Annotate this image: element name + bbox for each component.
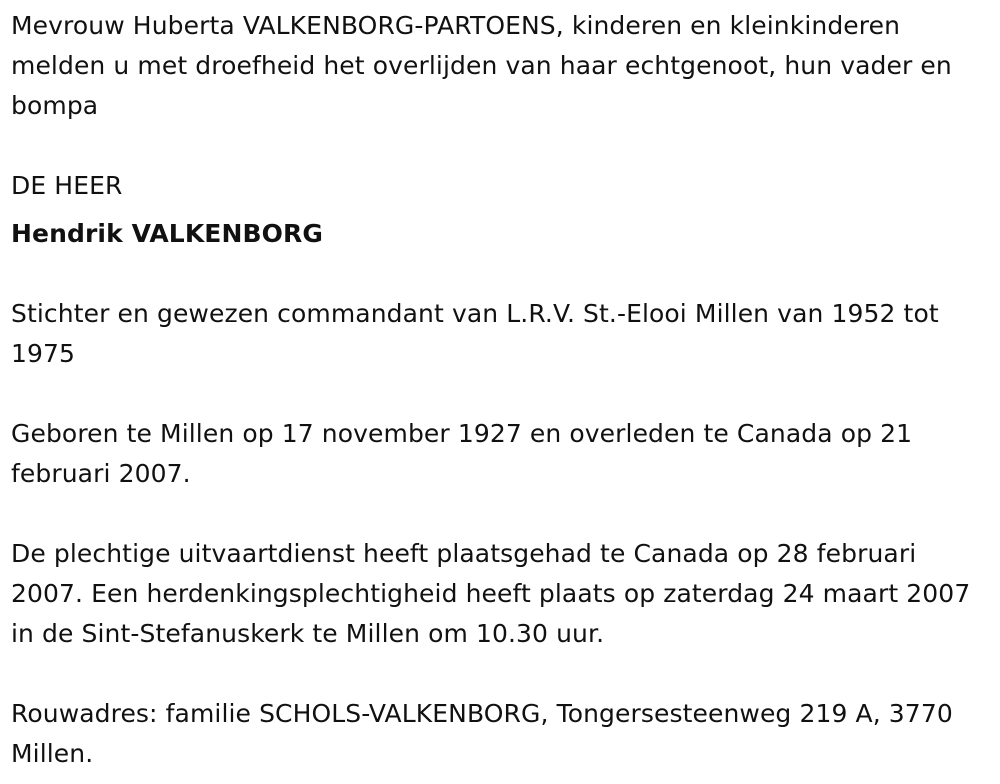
spacer [11, 494, 993, 534]
honorific: DE HEER [11, 171, 123, 200]
spacer [11, 654, 993, 694]
ceremony-paragraph: De plechtige uitvaartdienst heeft plaatsgehad te Canada op 28 februari 2007. Een herdenkingsplechtigheid heeft plaats op zaterdag 24 maart 2007 in de Sint-Stefanuskerk te Millen om 10.30 uur. [11, 539, 971, 648]
deceased-name: Hendrik VALKENBORG [11, 219, 323, 248]
address-paragraph: Rouwadres: familie SCHOLS-VALKENBORG, Tongersesteenweg 219 A, 3770 Millen. [11, 699, 953, 768]
birth-death-paragraph: Geboren te Millen op 17 november 1927 en overleden te Canada op 21 februari 2007. [11, 419, 913, 488]
obituary-notice [11, 6, 993, 774]
role-paragraph: Stichter en gewezen commandant van L.R.V. St.-Elooi Millen van 1952 tot 1975 [11, 299, 939, 368]
spacer [11, 374, 993, 414]
intro-paragraph: Mevrouw Huberta VALKENBORG-PARTOENS, kinderen en kleinkinderen melden u met droefheid het overlijden van haar echtgenoot, hun vader en bompa [11, 11, 952, 120]
